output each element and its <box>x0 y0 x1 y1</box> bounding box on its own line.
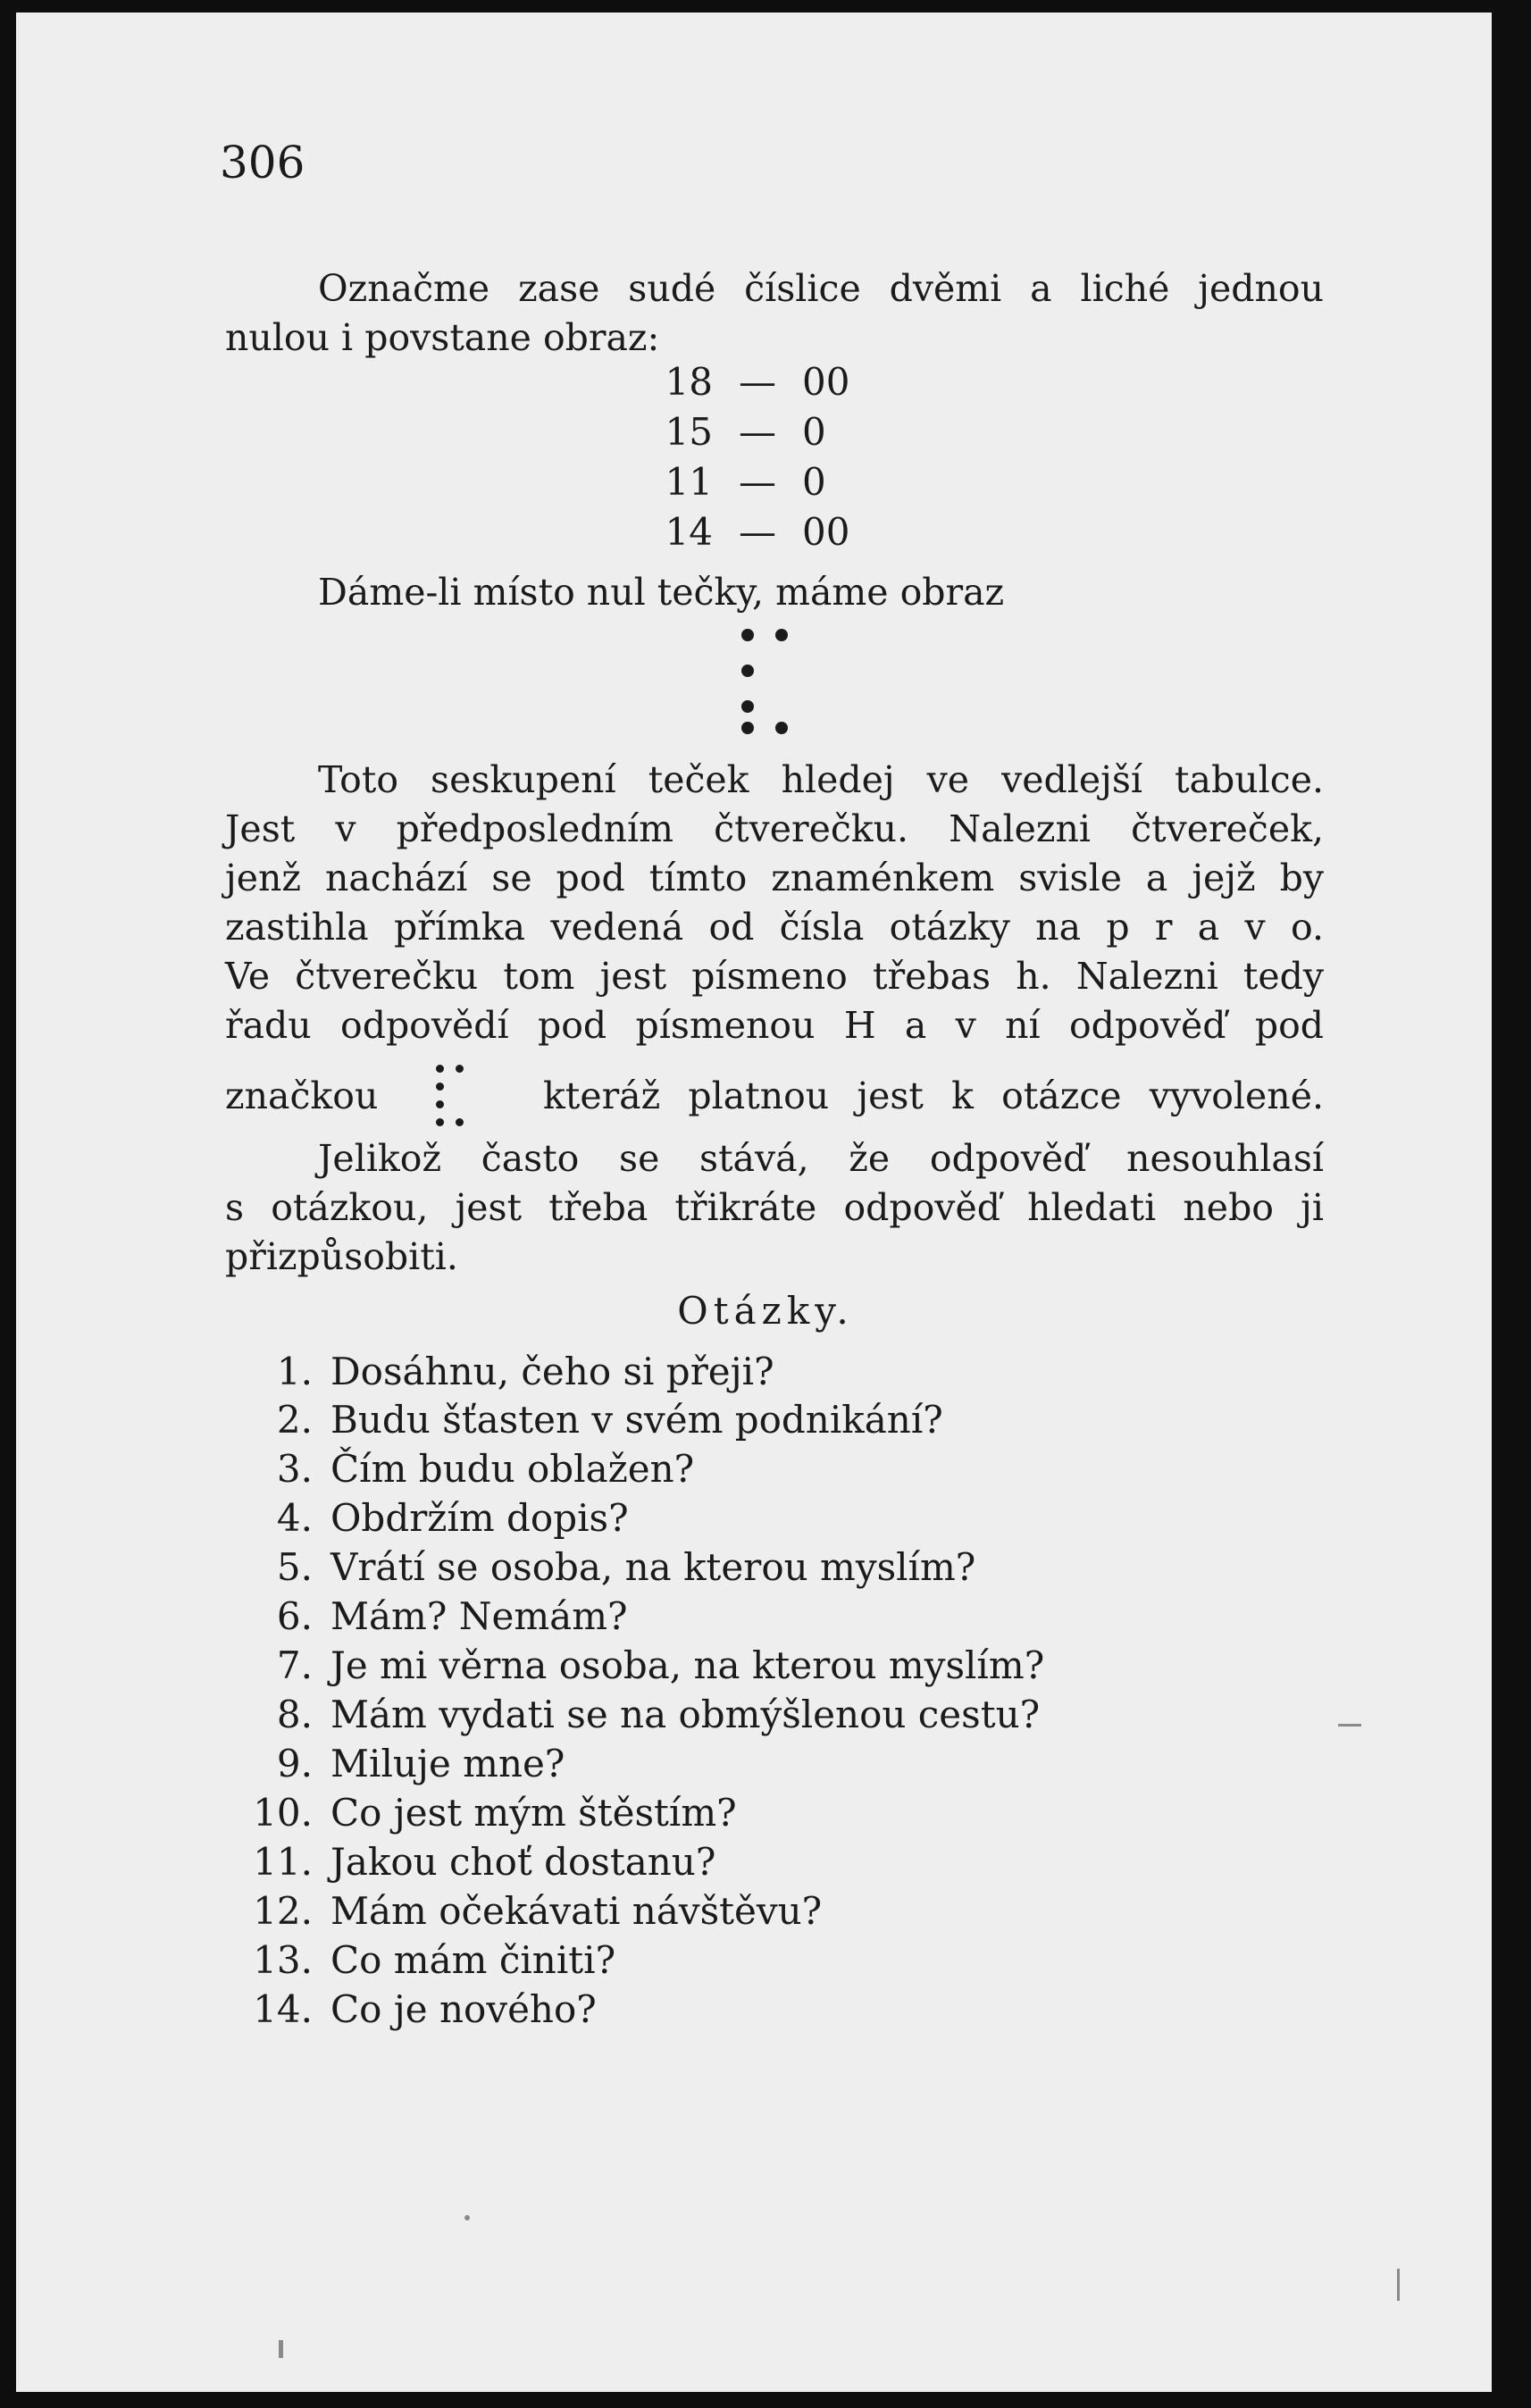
question-text: Čím budu oblažen? <box>330 1447 695 1491</box>
note-paragraph-end <box>225 1233 1324 1282</box>
question-item <box>241 1690 1040 1740</box>
sign-dot <box>456 1118 464 1126</box>
paragraph-line: Toto seskupení teček hledej ve vedlejší tabulce. <box>318 758 1324 801</box>
question-number: 1. <box>276 1350 313 1393</box>
paragraph-line: Jest v předposledním čtverečku. Nalezni čtvereček, <box>225 807 1324 850</box>
question-item <box>241 1886 822 1936</box>
sign-line-start <box>225 1072 378 1121</box>
question-number: 10. <box>253 1791 313 1835</box>
tally-zeros: 0 <box>802 410 826 454</box>
tally-zeros: 0 <box>802 460 826 504</box>
question-item <box>241 1347 774 1397</box>
sign-dot <box>436 1083 444 1091</box>
tally-dash: — <box>739 410 776 454</box>
paragraph-line: Jelikož často se stává, že odpověď nesouhlasí <box>318 1137 1324 1180</box>
tally-number: 11 <box>665 460 713 504</box>
question-number: 13. <box>253 1938 313 1982</box>
instruction-paragraph <box>225 756 1324 1050</box>
intro-paragraph-end <box>225 314 1324 363</box>
paragraph-line: přizpůsobiti. <box>225 1235 458 1278</box>
sign-line-end <box>543 1072 1324 1121</box>
tally-row <box>652 357 866 407</box>
paragraph-line: Ve čtverečku tom jest písmeno třebas h. Nalezni tedy <box>225 955 1324 998</box>
page-number: 306 <box>220 137 305 188</box>
question-text: Mám očekávati návštěvu? <box>330 1889 823 1933</box>
question-item <box>241 1936 615 1986</box>
intro-line-1: Označme zase sudé číslice dvěmi a liché jednou <box>318 267 1324 310</box>
figure-dot <box>775 722 788 734</box>
question-text: Mám? Nemám? <box>330 1594 628 1638</box>
question-number: 14. <box>253 1987 313 2031</box>
tally-row <box>652 507 866 557</box>
question-text: Obdržím dopis? <box>330 1496 629 1540</box>
tally-number: 14 <box>665 510 713 554</box>
scan-speck <box>464 2215 470 2220</box>
tally-zeros: 00 <box>802 360 850 404</box>
scan-speck <box>279 2340 283 2358</box>
sign-before: značkou <box>225 1074 379 1117</box>
sign-dot <box>456 1065 464 1073</box>
sign-after: kteráž platnou jest k otázce vyvolené. <box>543 1074 1324 1117</box>
question-item <box>241 1739 565 1789</box>
question-number: 4. <box>276 1496 313 1540</box>
question-item <box>241 1837 715 1887</box>
question-item <box>241 1592 628 1642</box>
figure-dot <box>741 700 754 713</box>
question-number: 2. <box>276 1398 313 1442</box>
question-item <box>241 1788 737 1838</box>
scan-speck <box>1397 2269 1400 2301</box>
question-item <box>241 1641 1044 1691</box>
figure-dot <box>741 722 754 734</box>
figure-dot <box>741 629 754 641</box>
tally-row <box>652 407 866 457</box>
tally-zeros: 00 <box>802 510 850 554</box>
question-text: Jakou choť dostanu? <box>330 1840 716 1884</box>
question-item <box>241 1493 629 1543</box>
figure-dot <box>775 629 788 641</box>
question-text: Je mi věrna osoba, na kterou myslím? <box>330 1643 1045 1687</box>
question-text: Mám vydati se na obmýšlenou cestu? <box>330 1693 1041 1736</box>
question-number: 6. <box>276 1594 313 1638</box>
figure-dot <box>741 665 754 677</box>
question-text: Dosáhnu, čeho si přeji? <box>330 1350 774 1393</box>
paragraph-line: řadu odpovědí pod písmenou H a v ní odpověď pod <box>225 1004 1324 1047</box>
question-number: 9. <box>276 1742 313 1785</box>
question-number: 7. <box>276 1643 313 1687</box>
intro-line-2: nulou i povstane obraz: <box>225 316 660 359</box>
question-text: Miluje mne? <box>330 1742 565 1785</box>
paragraph-line: zastihla přímka vedená od čísla otázky na p r a v o. <box>225 906 1324 949</box>
tally-dash: — <box>739 360 776 404</box>
question-text: Vrátí se osoba, na kterou myslím? <box>330 1545 976 1589</box>
question-number: 5. <box>276 1545 313 1589</box>
paragraph-line: s otázkou, jest třeba třikráte odpověď hledati nebo ji <box>225 1186 1324 1229</box>
question-item <box>241 1395 943 1445</box>
dots-line: Dáme-li místo nul tečky, máme obraz <box>318 571 1005 614</box>
sign-dot <box>436 1118 444 1126</box>
note-paragraph <box>225 1134 1324 1233</box>
question-text: Co mám činiti? <box>330 1938 616 1982</box>
question-item <box>241 1543 975 1593</box>
tally-dash: — <box>739 460 776 504</box>
question-text: Co jest mým štěstím? <box>330 1791 737 1835</box>
sign-dot <box>436 1100 444 1108</box>
question-number: 3. <box>276 1447 313 1491</box>
tally-row <box>652 457 866 507</box>
dots-sentence <box>225 568 1324 617</box>
question-text: Budu šťasten v svém podnikání? <box>330 1398 943 1442</box>
tally-number: 18 <box>665 360 713 404</box>
question-number: 12. <box>253 1889 313 1933</box>
tally-number: 15 <box>665 410 713 454</box>
question-item <box>241 1985 597 2035</box>
tally-dash: — <box>739 510 776 554</box>
question-text: Co je nového? <box>330 1987 597 2031</box>
questions-heading: Otázky. <box>677 1289 854 1333</box>
question-item <box>241 1444 694 1494</box>
paragraph-line: jenž nachází se pod tímto znaménkem svisle a jejž by <box>225 857 1324 899</box>
intro-paragraph <box>225 264 1324 314</box>
sign-dot <box>436 1065 444 1073</box>
question-number: 8. <box>276 1693 313 1736</box>
scan-speck <box>1338 1724 1361 1727</box>
question-number: 11. <box>253 1840 313 1884</box>
